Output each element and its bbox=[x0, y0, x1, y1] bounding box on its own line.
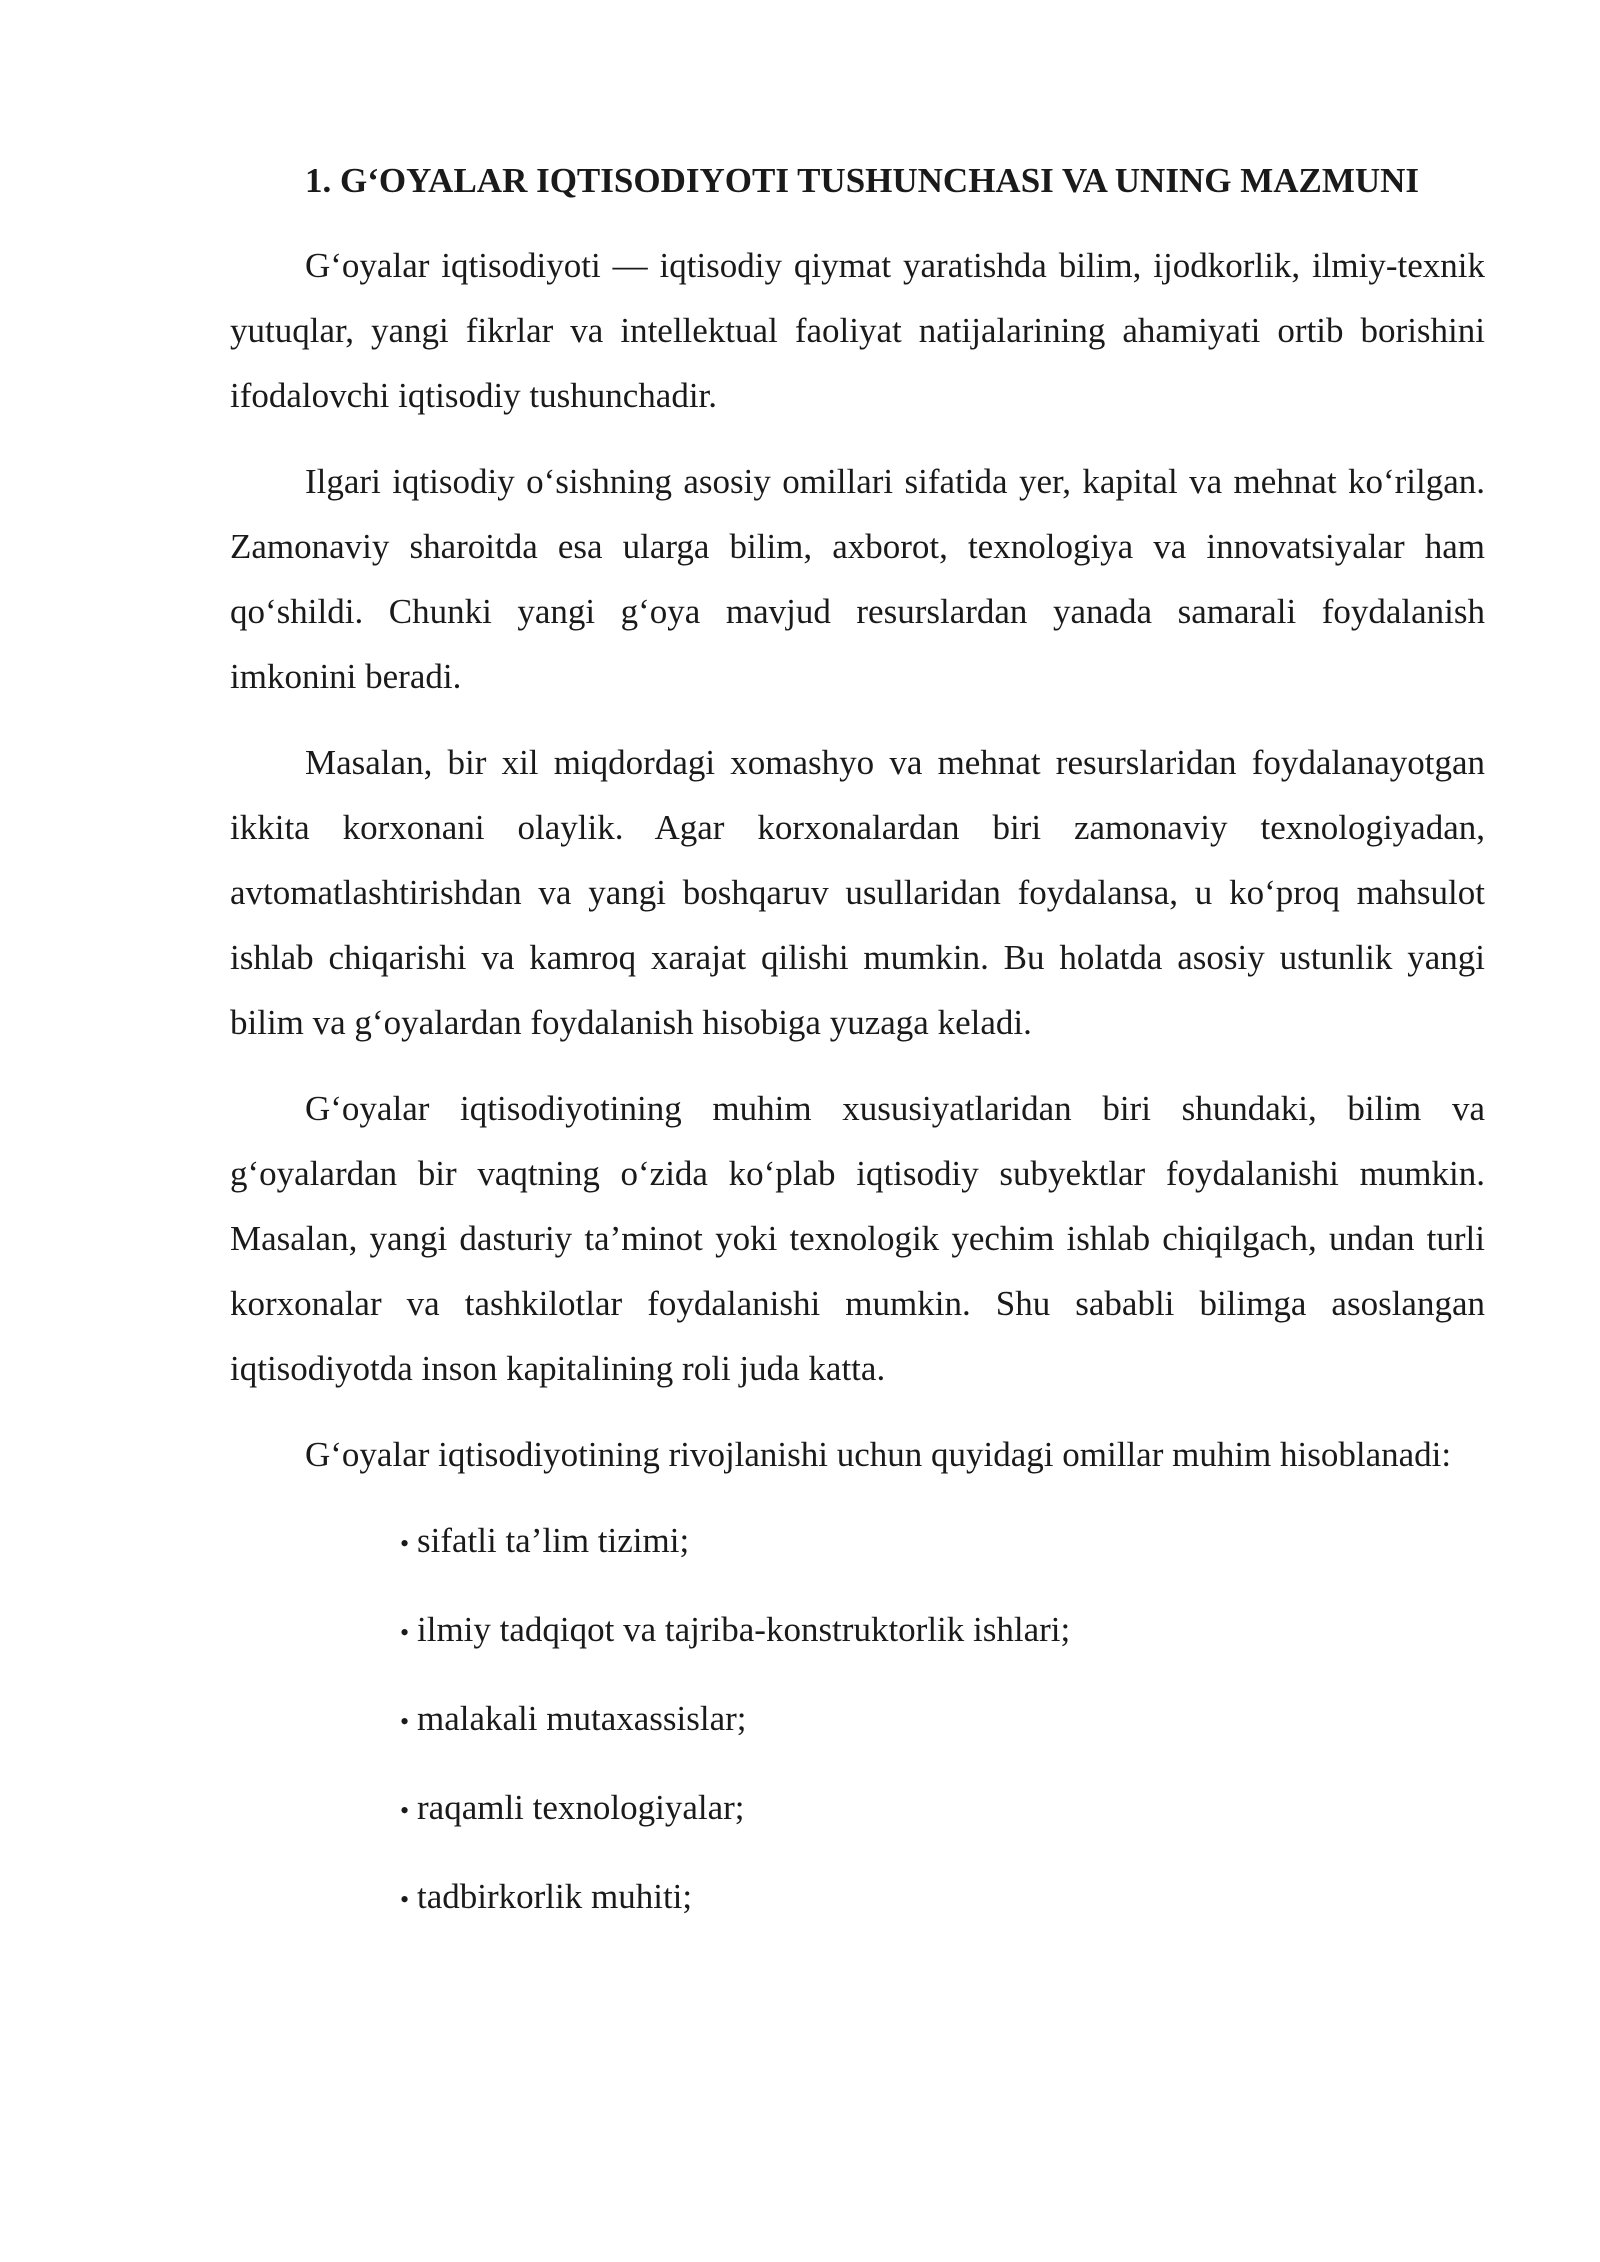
paragraph-example: Masalan, bir xil miqdordagi xomashyo va mehnat resurslaridan foydalanayotgan ikkita korxonani olaylik. Agar korxonalardan biri zamonaviy texnologiyadan, avtomatlashtirishdan va yangi boshqaruv usullaridan foydalansa, u ko‘proq mahsulot ishlab chiqarishi va kamroq xarajat qilishi mumkin. Bu holatda asosiy ustunlik yangi bilim va g‘oyalardan foydalanish hisobiga yuzaga keladi. bbox=[230, 743, 1485, 1042]
list-item bbox=[400, 1597, 1485, 1665]
list-item bbox=[400, 1864, 1485, 1932]
bullet-icon: • bbox=[400, 1529, 410, 1558]
paragraph-growth-factors: Ilgari iqtisodiy o‘sishning asosiy omillari sifatida yer, kapital va mehnat ko‘rilgan. Zamonaviy sharoitda esa ularga bilim, axborot, texnologiya va innovatsiyalar ham qo‘shildi. Chunki yangi g‘oya mavjud resurslardan yanada samarali foydalanish imkonini beradi. bbox=[230, 462, 1485, 696]
list-item bbox=[400, 1775, 1485, 1843]
bullet-icon: • bbox=[400, 1885, 410, 1914]
bullet-icon: • bbox=[400, 1707, 410, 1736]
list-item bbox=[400, 1508, 1485, 1576]
bullet-icon: • bbox=[400, 1796, 410, 1825]
list-item-text: sifatli ta’lim tizimi; bbox=[417, 1521, 690, 1560]
factors-list bbox=[230, 1508, 1485, 1932]
section-heading: 1. G‘OYALAR IQTISODIYOTI TUSHUNCHASI VA UNING MAZMUNI bbox=[305, 161, 1420, 200]
bullet-icon: • bbox=[400, 1618, 410, 1647]
list-item-text: raqamli texnologiyalar; bbox=[417, 1788, 745, 1827]
paragraph-features: G‘oyalar iqtisodiyotining muhim xususiyatlaridan biri shundaki, bilim va g‘oyalardan bir vaqtning o‘zida ko‘plab iqtisodiy subyektlar foydalanishi mumkin. Masalan, yangi dasturiy ta’minot yoki texnologik yechim ishlab chiqilgach, undan turli korxonalar va tashkilotlar foydalanishi mumkin. Shu sababli bilimga asoslangan iqtisodiyotda inson kapitalining roli juda katta. bbox=[230, 1089, 1485, 1388]
list-item-text: malakali mutaxassislar; bbox=[417, 1699, 747, 1738]
list-item-text: tadbirkorlik muhiti; bbox=[417, 1877, 693, 1916]
paragraph-factors-intro: G‘oyalar iqtisodiyotining rivojlanishi uchun quyidagi omillar muhim hisoblanadi: bbox=[305, 1435, 1452, 1474]
list-item-text: ilmiy tadqiqot va tajriba-konstruktorlik ishlari; bbox=[417, 1610, 1071, 1649]
paragraph-definition: G‘oyalar iqtisodiyoti — iqtisodiy qiymat yaratishda bilim, ijodkorlik, ilmiy-texnik yutuqlar, yangi fikrlar va intellektual faoliyat natijalarining ahamiyati ortib borishini ifodalovchi iqtisodiy tushunchadir. bbox=[230, 246, 1485, 415]
list-item bbox=[400, 1686, 1485, 1754]
